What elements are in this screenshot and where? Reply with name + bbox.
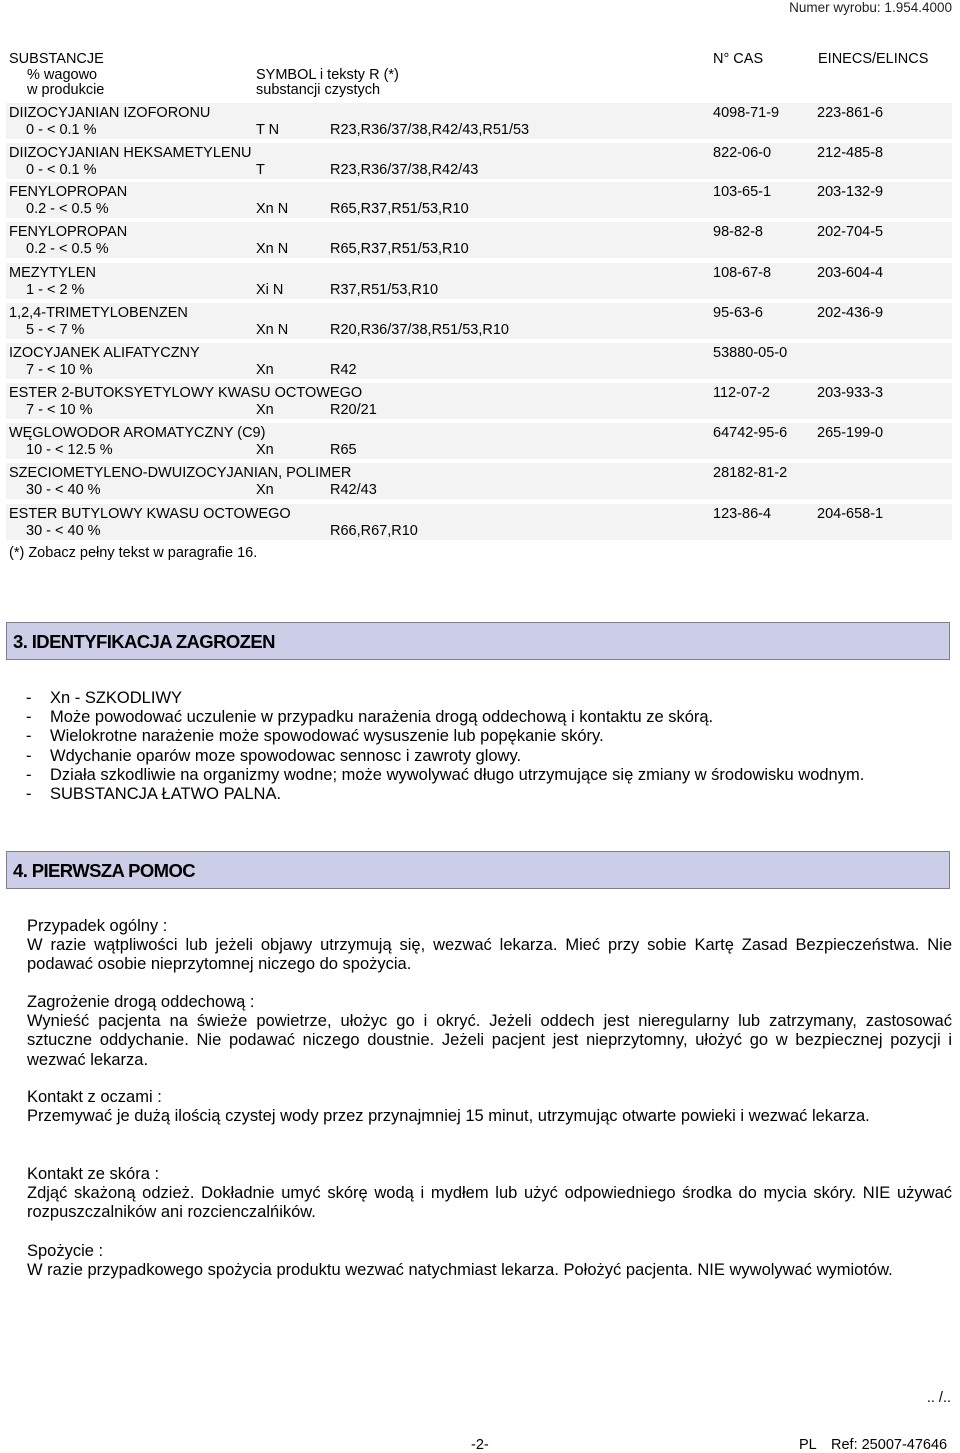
substance-r-phrases: R20,R36/37/38,R51/53,R10 bbox=[330, 322, 509, 338]
substance-concentration: 30 - < 40 % bbox=[26, 523, 101, 539]
substance-einecs: 203-933-3 bbox=[817, 385, 884, 401]
first-aid-label: Zagrożenie drogą oddechową : bbox=[27, 993, 255, 1011]
substance-concentration: 0 - < 0.1 % bbox=[26, 122, 97, 138]
substance-symbol: T bbox=[256, 162, 265, 178]
substance-concentration: 0 - < 0.1 % bbox=[26, 162, 97, 178]
header-pure-substances: substancji czystych bbox=[256, 82, 381, 98]
first-aid-skin bbox=[27, 1165, 952, 1223]
substance-cas: 103-65-1 bbox=[713, 184, 772, 200]
substance-einecs: 203-132-9 bbox=[817, 184, 884, 200]
substance-concentration: 7 - < 10 % bbox=[26, 362, 93, 378]
substance-symbol: Xn bbox=[256, 482, 274, 498]
page-number: -2- bbox=[471, 1437, 489, 1453]
header-symbol-r: SYMBOL i teksty R (*) bbox=[256, 67, 399, 83]
substance-symbol: Xn N bbox=[256, 241, 289, 257]
table-footnote: (*) Zobacz pełny tekst w paragrafie 16. bbox=[9, 545, 258, 561]
substance-r-phrases: R66,R67,R10 bbox=[330, 523, 418, 539]
substance-name: 1,2,4-TRIMETYLOBENZEN bbox=[9, 305, 188, 321]
table-row bbox=[6, 383, 952, 419]
substance-name: IZOCYJANEK ALIFATYCZNY bbox=[9, 345, 200, 361]
first-aid-text: Przemywać je dużą ilością czystej wody przez przynajmniej 15 minut, utrzymując otwarte powieki i wezwać lekarza. bbox=[27, 1107, 870, 1126]
substance-name: FENYLOPROPAN bbox=[9, 184, 128, 200]
substance-symbol: T N bbox=[256, 122, 280, 138]
substance-cas: 123-86-4 bbox=[713, 506, 772, 522]
substance-concentration: 7 - < 10 % bbox=[26, 402, 93, 418]
substance-symbol: Xn bbox=[256, 402, 274, 418]
substance-r-phrases: R23,R36/37/38,R42/43,R51/53 bbox=[330, 122, 530, 138]
substance-cas: 95-63-6 bbox=[713, 305, 763, 321]
substance-name: DIIZOCYJANIAN IZOFORONU bbox=[9, 105, 211, 121]
first-aid-text: W razie wątpliwości lub jeżeli objawy utrzymują się, wezwać lekarza. Mieć przy sobie Kartę Zasad Bezpieczeństwa. Nie podawać osobie nieprzytomnej niczego do spożycia. bbox=[27, 936, 952, 974]
substance-einecs: 223-861-6 bbox=[817, 105, 884, 121]
substance-r-phrases: R65,R37,R51/53,R10 bbox=[330, 201, 469, 217]
substance-r-phrases: R20/21 bbox=[330, 402, 377, 418]
substance-cas: 28182-81-2 bbox=[713, 465, 788, 481]
substance-cas: 4098-71-9 bbox=[713, 105, 780, 121]
hazard-item: - SUBSTANCJA ŁATWO PALNA. bbox=[26, 785, 952, 804]
table-row bbox=[6, 463, 952, 499]
section-4-header bbox=[6, 851, 950, 889]
substance-cas: 98-82-8 bbox=[713, 224, 763, 240]
substance-name: SZECIOMETYLENO-DWUIZOCYJANIAN, POLIMER bbox=[9, 465, 352, 481]
substance-symbol: Xn bbox=[256, 442, 274, 458]
substance-cas: 112-07-2 bbox=[713, 385, 770, 401]
table-row bbox=[6, 263, 952, 299]
first-aid-ingestion bbox=[27, 1242, 952, 1280]
first-aid-text: Wynieść pacjenta na świeże powietrze, ułożyc go i okryć. Jeżeli oddech jest nieregularny lub zatrzymany, zastosować sztuczne oddychanie. Nie podawać niczego doustnie. Jeżeli pacjent jest nieprzytomny, ułożyć go w bezpiecznej pozycji i wezwać lekarza. bbox=[27, 1012, 952, 1069]
substance-name: ESTER 2-BUTOKSYETYLOWY KWASU OCTOWEGO bbox=[9, 385, 363, 401]
substance-name: MEZYTYLEN bbox=[9, 265, 97, 281]
table-row bbox=[6, 504, 952, 540]
table-row bbox=[6, 103, 952, 139]
substance-r-phrases: R37,R51/53,R10 bbox=[330, 282, 439, 298]
substance-einecs: 202-436-9 bbox=[817, 305, 884, 321]
substance-cas: 822-06-0 bbox=[713, 145, 772, 161]
substance-name: DIIZOCYJANIAN HEKSAMETYLENU bbox=[9, 145, 252, 161]
continued-marker: .. /.. bbox=[926, 1390, 951, 1406]
hazard-item: - Działa szkodliwie na organizmy wodne; może wywolywać długo utrzymujące się zmiany w środowisku wodnym. bbox=[26, 766, 952, 785]
table-row bbox=[6, 423, 952, 459]
first-aid-label: Kontakt ze skóra : bbox=[27, 1165, 160, 1183]
table-row bbox=[6, 143, 952, 179]
substance-einecs: 212-485-8 bbox=[817, 145, 884, 161]
substance-symbol: Xi N bbox=[256, 282, 284, 298]
product-number: Numer wyrobu: 1.954.4000 bbox=[789, 0, 952, 15]
substance-concentration: 0.2 - < 0.5 % bbox=[26, 241, 109, 257]
hazard-item: - Wdychanie oparów moze spowodowac sennosc i zawroty glowy. bbox=[26, 747, 952, 766]
substance-concentration: 1 - < 2 % bbox=[26, 282, 85, 298]
substance-einecs: 203-604-4 bbox=[817, 265, 884, 281]
substance-r-phrases: R42 bbox=[330, 362, 357, 378]
hazard-item: - Wielokrotne narażenie może spowodować wysuszenie lub popękanie skóry. bbox=[26, 727, 952, 746]
substance-cas: 64742-95-6 bbox=[713, 425, 788, 441]
first-aid-label: Przypadek ogólny : bbox=[27, 917, 168, 935]
substance-concentration: 0.2 - < 0.5 % bbox=[26, 201, 109, 217]
substance-r-phrases: R42/43 bbox=[330, 482, 377, 498]
section-3-header bbox=[6, 622, 950, 660]
substance-symbol: Xn N bbox=[256, 322, 289, 338]
first-aid-inhalation bbox=[27, 993, 952, 1070]
header-percent-weight: % wagowo bbox=[27, 67, 98, 83]
substance-concentration: 5 - < 7 % bbox=[26, 322, 85, 338]
header-einecs: EINECS/ELINCS bbox=[818, 51, 929, 67]
substance-cas: 108-67-8 bbox=[713, 265, 772, 281]
hazard-item: - Xn - SZKODLIWY bbox=[26, 689, 952, 708]
table-row bbox=[6, 303, 952, 339]
substance-r-phrases: R65 bbox=[330, 442, 357, 458]
substance-einecs: 204-658-1 bbox=[817, 506, 884, 522]
first-aid-text: W razie przypadkowego spożycia produktu wezwać natychmiast lekarza. Położyć pacjenta. NIE wywolywać wymiotów. bbox=[27, 1261, 893, 1280]
substance-einecs: 265-199-0 bbox=[817, 425, 884, 441]
first-aid-eyes bbox=[27, 1088, 952, 1126]
header-in-product: w produkcie bbox=[27, 82, 105, 98]
section-3-title: 3. IDENTYFIKACJA ZAGROZEN bbox=[13, 631, 275, 652]
reference-number: Ref: 25007-47646 bbox=[831, 1437, 948, 1453]
first-aid-text: Zdjąć skażoną odzież. Dokładnie umyć skórę wodą i mydłem lub użyć odpowiedniego środka do mycia skóry. NIE używać rozpuszczalników ani rozcienczalńików. bbox=[27, 1184, 952, 1222]
table-row bbox=[6, 182, 952, 218]
hazard-list bbox=[26, 689, 952, 804]
substance-r-phrases: R23,R36/37/38,R42/43 bbox=[330, 162, 479, 178]
substance-r-phrases: R65,R37,R51/53,R10 bbox=[330, 241, 469, 257]
language-code: PL bbox=[799, 1437, 817, 1453]
first-aid-label: Spożycie : bbox=[27, 1242, 104, 1260]
hazard-item: - Może powodować uczulenie w przypadku narażenia drogą oddechową i kontaktu ze skórą. bbox=[26, 708, 952, 727]
substance-cas: 53880-05-0 bbox=[713, 345, 788, 361]
first-aid-general bbox=[27, 917, 952, 975]
substance-symbol: Xn N bbox=[256, 201, 289, 217]
section-4-title: 4. PIERWSZA POMOC bbox=[13, 860, 196, 881]
substance-name: ESTER BUTYLOWY KWASU OCTOWEGO bbox=[9, 506, 291, 522]
substance-einecs: 202-704-5 bbox=[817, 224, 884, 240]
table-row bbox=[6, 343, 952, 379]
substance-name: WĘGLOWODOR AROMATYCZNY (C9) bbox=[9, 425, 266, 441]
substance-name: FENYLOPROPAN bbox=[9, 224, 128, 240]
substance-concentration: 10 - < 12.5 % bbox=[26, 442, 113, 458]
substance-symbol: Xn bbox=[256, 362, 274, 378]
substance-concentration: 30 - < 40 % bbox=[26, 482, 101, 498]
first-aid-label: Kontakt z oczami : bbox=[27, 1088, 162, 1106]
header-substances: SUBSTANCJE bbox=[9, 51, 104, 67]
table-row bbox=[6, 222, 952, 258]
header-cas: N° CAS bbox=[713, 51, 764, 67]
